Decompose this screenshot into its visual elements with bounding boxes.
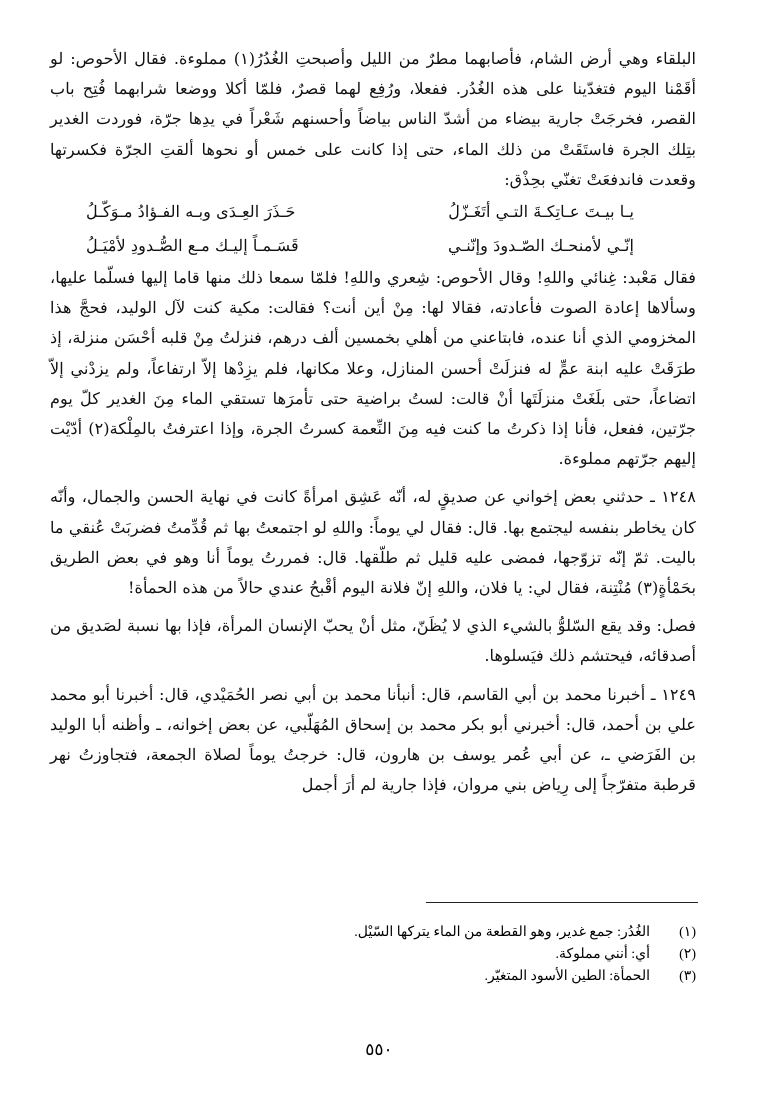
footnotes bbox=[56, 922, 696, 988]
footnote-3 bbox=[56, 966, 696, 988]
verse-2-first-hemistich: إنّـي لأمنحـك الصّـدودَ وإنّنـي bbox=[448, 236, 634, 256]
footnote-3-number: (٣) bbox=[679, 969, 696, 984]
footnote-1-number: (١) bbox=[679, 925, 696, 940]
verse-2-second-hemistich: قَسَـمـاً إليـك مـع الصُّـدودِ لأمْيَـلُ bbox=[86, 236, 299, 256]
footnote-1-text: الغُدُر: جمع غدير، وهو القطعة من الماء يتركها السّيْل. bbox=[354, 925, 650, 940]
footnote-3-text: الحمأة: الطين الأسود المتغيّر. bbox=[484, 969, 650, 984]
poem-verse-2 bbox=[50, 229, 696, 263]
verse-1-second-hemistich: حَـذَرَ العِـدَى وبـه الفـؤادُ مـوَكّـلُ bbox=[86, 202, 296, 222]
paragraph-fasl: فصل: وقد يقع السّلوُّ بالشيء الذي لا يُظَنّ، مثل أنْ يحبّ الإنسان المرأة، فإذا بها نسبة لصَديق من أصدقائه، فيحتشم ذلك فيَسلوها. bbox=[50, 616, 696, 666]
footnote-2 bbox=[56, 944, 696, 966]
poem-verse-1 bbox=[50, 195, 696, 229]
footnote-1 bbox=[56, 922, 696, 944]
paragraph-1249: ١٢٤٩ ـ أخبرنا محمد بن أبي القاسم، قال: أنبأنا محمد بن أبي نصر الحُمَيْدي، قال: أخبرنا أبو محمد علي بن أحمد، قال: أخبرني أبو بكر محمد بن إسحاق المُهَلّبي، عن بعض إخوانه، ـ وأظنه أبا الوليد بن الفَرَضي ـ، عن أبي عُمر يوسف بن هارون، قال: خرجتُ يوماً لصلاة الجمعة، فتجاوزتُ نهر قرطبة متفرّجاً إلى رِياض بني مروان، فإذا جارية لم أرَ أجمل bbox=[50, 684, 696, 795]
footnote-2-number: (٢) bbox=[679, 947, 696, 962]
verse-1-first-hemistich: يـا بيـتَ عـاتِكـةَ التـي أتَغَـزّلُ bbox=[448, 202, 634, 222]
paragraph-1248: ١٢٤٨ ـ حدثني بعض إخواني عن صديقٍ له، أنّه عَشِق امرأةً كانت في نهاية الحسن والجمال، وأنّه كان يخاطر بنفسه ليجتمع بها. قال: فقال لي يوماً: واللهِ لو اجتمعتُ بها ثم قُدِّمتُ فضربَتْ عُنقي ما باليت. ثمّ إنّه تزوّجها، فمضى عليه قليل ثم طلّقها. قال: فمررتُ يوماً أنا وهو في بعض الطريق بحَمْأةٍ(٣) مُنْتِنة، فقال لي: يا فلان، واللهِ إنّ فلانة اليوم أقْبحُ عندي حالاً من هذه الحمأة! bbox=[50, 487, 696, 598]
footnote-2-text: أي: أنني مملوكة. bbox=[555, 947, 650, 962]
page-number: ٥٥٠ bbox=[365, 1040, 393, 1059]
footnote-divider bbox=[426, 902, 698, 903]
paragraph-continuation: البلقاء وهي أرض الشام، فأصابهما مطرٌ من الليل وأصبحتِ الغُدُرُ(١) مملوءة. فقال الأحوص: لو أقَمْنا اليوم فتغدّينا على هذه الغُدُر. ففعلا، ورُفِع لهما قصرٌ، فلمّا أكلا ووضعا شرابهما فُتِح باب القصر، فخرجَتْ جارية بيضاء من أشدّ الناس بياضاً وأحسنهم شَعْراً في يدِها جرّة، فوردت الغدير بتِلك الجرة فاستَقَتْ من ذلك الماء، حتى إذا كانت على خمس أو نحوها ألقتِ الجرّة فكسرتها وقعدت فاندفعَتْ تغنّي بحِذْق: bbox=[50, 49, 696, 189]
paragraph-mabad: فقال مَعْبد: غِنائي واللهِ! وقال الأحوص: شِعري واللهِ! فلمّا سمعا ذلك منها قاما إليها فسلّما عليها، وسألاها إعادة الصوت فأعادته، فقالا لها: مِنْ أين أنت؟ فقالت: مكية كنت لآل الوليد، فحجَّ هذا المخزومي الذي أنا عنده، فابتاعني من أهلي بخمسين ألف درهم، فنزلتُ مِنْ قلبه أحْسَن منزلة، إذ طرَقَتْ عليه ابنة عمٍّ له فنزلَتْ أحسن المنازل، وعلا مكانها، فلم يزِدْها إلاّ ارتفاعاً، ولم يزدْني إلاّ اتضاعاً، حتى بلَغَتْ منزلَتَها أنْ قالت: لستُ براضية حتى تأمرَها تستقي الماء مِنَ الغدير كلّ يوم جرّتين، ففعل، فأنا إذا ذكرتُ ما كنت فيه مِنَ النِّعمة كسرتُ الجرة، وإذا اعترفتُ بالمِلْكة(٢) أدّيْت إليهم جرّتهم مملوءة. bbox=[50, 268, 696, 469]
